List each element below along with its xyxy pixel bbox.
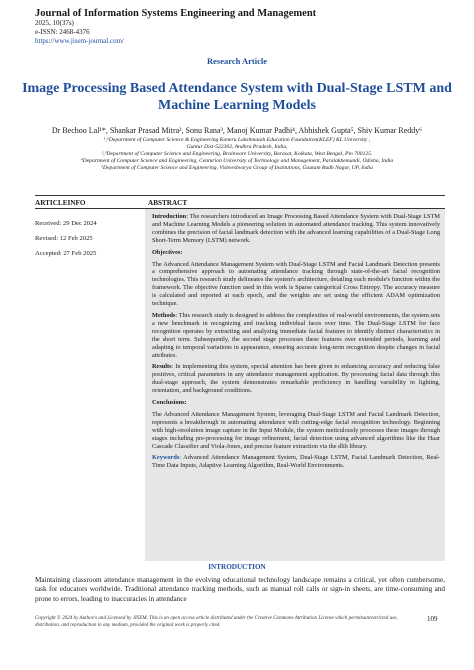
article-type: Research Article: [207, 56, 268, 66]
accepted-date: Accepted: 27 Feb 2025: [35, 250, 97, 257]
abstract-methods: [152, 312, 440, 359]
author-list: Dr Bechoo Lal¹*, Shankar Prasad Mitra², Sonu Rana³, Manoj Kumar Padhi⁴, Abhishek Gupta⁵, Shiv Kumar Reddy⁶: [51, 126, 423, 135]
affiliation-line: Guntur Dist-522302, Andhra Pradesh, India,: [186, 144, 288, 150]
affiliation-line: ²,³Department of Computer Science and Engineering, Brainware University, Barasat, Kolkata, West Bengal, Pin 700125.: [101, 151, 373, 157]
journal-name: Journal of Information Systems Engineering and Management: [35, 8, 317, 19]
keywords-text: : Advanced Attendance Management System, Dual-Stage LSTM, Facial Landmark Detection, Real-Time Data Inputs, Adaptive Learning Algorithm, Real-World Environments.: [152, 454, 440, 470]
article-info-heading: ARTICLEINFO: [35, 199, 86, 207]
section-divider-top: [35, 195, 445, 196]
journal-header: [35, 8, 445, 46]
introduction-text: Maintaining classroom attendance management in the evolving educational technology landscape remains a critical, yet often cumbersome, task for educators worldwide. Traditional attendance tracking methods, such as manual roll calls or sign-in sheets, are time-consuming and prone to errors, leading to inaccuracies in attendance: [35, 576, 445, 603]
abstract-introduction: [152, 213, 440, 245]
abstract-results: [152, 363, 440, 395]
abstract-section-label: Results: [152, 363, 172, 371]
abstract-section-label: Objectives: [152, 248, 181, 256]
keywords-label: Keywords: [152, 454, 180, 462]
received-date: Received: 29 Dec 2024: [35, 220, 97, 227]
introduction-heading: INTRODUCTION: [208, 563, 266, 571]
abstract-section-text: : This research study is designed to address the complexities of real-world environments, the system sets a new benchmark in recognizing and tracking individual faces over time. The Dual-Stage LSTM for face recognition operates by extracting and analyzing immediate facial features to identify distinct characteristics in the short term. Subsequently, the second stage processes these features over extended periods, learning and adapting to temporal variations in appearance, ensuring accurate long-term recognition despite changes in facial attributes.: [152, 311, 440, 359]
affiliation-line: ¹,⁶Department of Computer Science & Engineering Koneru Lakshmaiah Education Foundation(KLEF) KL University ,: [103, 137, 371, 143]
abstract-section-text: : The researchers introduced an Image Processing Based Attendance System with Dual-Stage LSTM and Machine Learning Models a pioneering solution in automated attendance tracking. This system innovatively combines the precision of facial landmark detection with the advanced learning capabilities of a Dual-Stage Long Short-Term Memory (LSTM) network.: [152, 213, 440, 244]
abstract-section-label: Conclusions: [152, 399, 185, 407]
affiliation-line: ⁴Department of Computer Science and Engineering, Centurion University of Technology and Management, Paralakhemundi, Odisha, India: [80, 158, 394, 164]
affiliations: [25, 137, 449, 172]
journal-volume: 2025, 10(37s): [35, 19, 74, 27]
copyright-notice: Copyright © 2024 by Author/s and Licensed by JISEM. This is an open access article distributed under the Creative Commons Attribution License which permitsunrestricted use, distribution, and reproduction in any medium, provided the original work is properly cited.: [35, 615, 398, 628]
journal-url-link[interactable]: https://www.jisem-journal.com/: [35, 37, 124, 45]
paper-title: Image Processing Based Attendance System with Dual-Stage LSTM and Machine Learning Models: [22, 81, 452, 113]
abstract-body: [152, 213, 440, 474]
page-number: 109: [427, 615, 438, 623]
journal-issn: e-ISSN: 2468-4376: [35, 28, 90, 36]
abstract-section-label: Methods: [152, 311, 176, 319]
abstract-section-text: : In implementing this system, special attention has been given to enhancing accuracy and reducing false positives, critical parameters in any attendance management application. By processing facial data through this dual-stage approach, the system demonstrates remarkable proficiency in handling variability in lighting, orientation, and background conditions.: [152, 363, 440, 395]
abstract-conclusions-heading: Conclusions:: [152, 399, 187, 407]
affiliation-line: ⁵Department of Computer Science and Engineering, Vishveshvarya Group of Institutions, Gautam Budh Nagar, UP, India: [101, 165, 373, 171]
revised-date: Revised: 12 Feb 2025: [35, 235, 93, 242]
abstract-objectives-heading: Objectives:: [152, 248, 183, 256]
article-dates: [35, 216, 135, 261]
abstract-keywords: [152, 454, 440, 470]
abstract-objectives: The Advanced Attendance Management System with Dual-Stage LSTM and Facial Landmark Detection presents a comprehensive approach to automating attendance tracking through state-of-the-art facial recognition technologies. This research study delineates the system's architecture, detailing each module's function within the framework. The objective function used in this work is Sparse categorical Cross Entropy. The accuracy measure is calculated and reported at each epoch, and the weights are set using the efficient ADAM optimization technique.: [152, 260, 440, 308]
abstract-heading: ABSTRACT: [148, 199, 188, 207]
abstract-conclusions: The Advanced Attendance Management System, leveraging Dual-Stage LSTM and Facial Landmark Detection, represents a breakthrough in automating attendance with cutting-edge facial recognition technology. Beginning with high-resolution image capture in the Input Module, the system meticulously processes these images through stages including pre-processing for image refinement, facial detection using advanced algorithms like the Haar Cascade Classifier and Viola-Jones, and precise feature extraction via the dlib library.: [152, 410, 440, 450]
abstract-section-label: Introduction: [152, 213, 187, 220]
